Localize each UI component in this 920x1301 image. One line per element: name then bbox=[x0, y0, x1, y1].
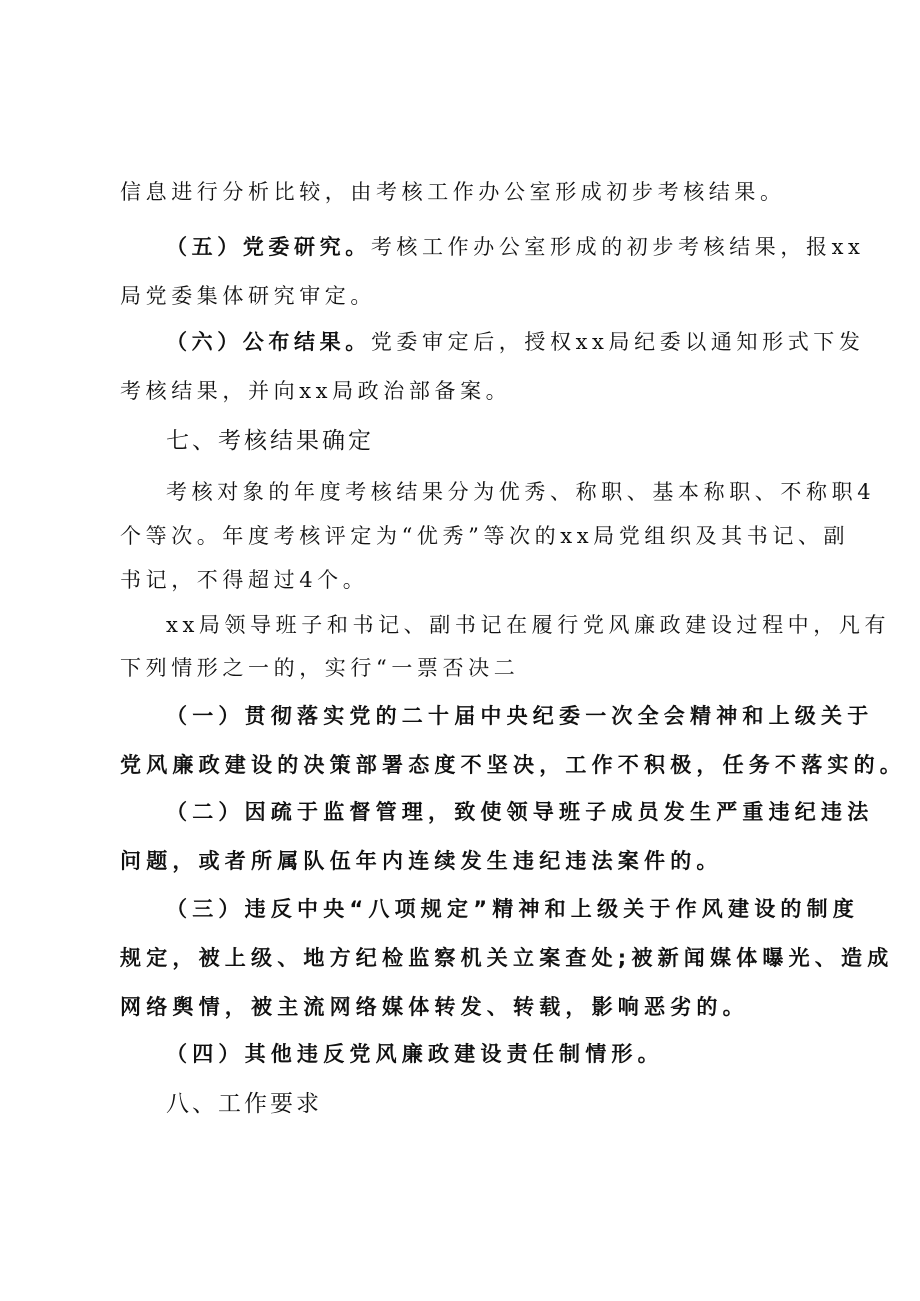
item-heading: （六）公布结果。 bbox=[166, 330, 371, 354]
paragraph-line: 书记，不得超过4个。 bbox=[120, 568, 369, 592]
paragraph-line: 个等次。年度考核评定为“优秀”等次的xx局党组织及其书记、副 bbox=[120, 524, 850, 548]
paragraph-line: 考核结果，并向xx局政治部备案。 bbox=[120, 379, 512, 403]
paragraph-line: 信息进行分析比较，由考核工作办公室形成初步考核结果。 bbox=[120, 180, 786, 204]
paragraph-line bbox=[166, 327, 865, 357]
item-heading: （五）党委研究。 bbox=[166, 235, 371, 259]
item-text: 党委审定后，授权xx局纪委以通知形式下发 bbox=[370, 330, 865, 354]
paragraph-line: 下列情形之一的，实行“一票否决二 bbox=[120, 656, 520, 680]
item-text: 考核工作办公室形成的初步考核结果，报xx bbox=[370, 235, 865, 259]
paragraph-line: 党风廉政建设的决策部署态度不坚决，工作不积极，任务不落实的。 bbox=[120, 753, 906, 777]
paragraph-line: 规定，被上级、地方纪检监察机关立案查处;被新闻媒体曝光、造成 bbox=[120, 946, 894, 970]
paragraph-line: （四）其他违反党风廉政建设责任制情形。 bbox=[166, 1042, 664, 1066]
paragraph-line: （二）因疏于监督管理，致使领导班子成员发生严重违纪违法 bbox=[166, 800, 874, 824]
paragraph-line: 问题，或者所属队伍年内连续发生违纪违法案件的。 bbox=[120, 849, 723, 873]
paragraph-line bbox=[166, 232, 865, 262]
paragraph-line: 局党委集体研究审定。 bbox=[120, 284, 376, 308]
section-heading: 八、工作要求 bbox=[166, 1091, 322, 1117]
paragraph-line: 网络舆情，被主流网络媒体转发、转载，影响恶劣的。 bbox=[120, 995, 749, 1019]
section-heading: 七、考核结果确定 bbox=[166, 428, 374, 454]
paragraph-line: （三）违反中央“八项规定”精神和上级关于作风建设的制度 bbox=[166, 897, 860, 921]
paragraph-line: （一）贯彻落实党的二十届中央纪委一次全会精神和上级关于 bbox=[166, 704, 874, 728]
paragraph-line: 考核对象的年度考核结果分为优秀、称职、基本称职、不称职4 bbox=[166, 480, 876, 504]
paragraph-line: xx局领导班子和书记、副书记在履行党风廉政建设过程中，凡有 bbox=[166, 613, 891, 637]
